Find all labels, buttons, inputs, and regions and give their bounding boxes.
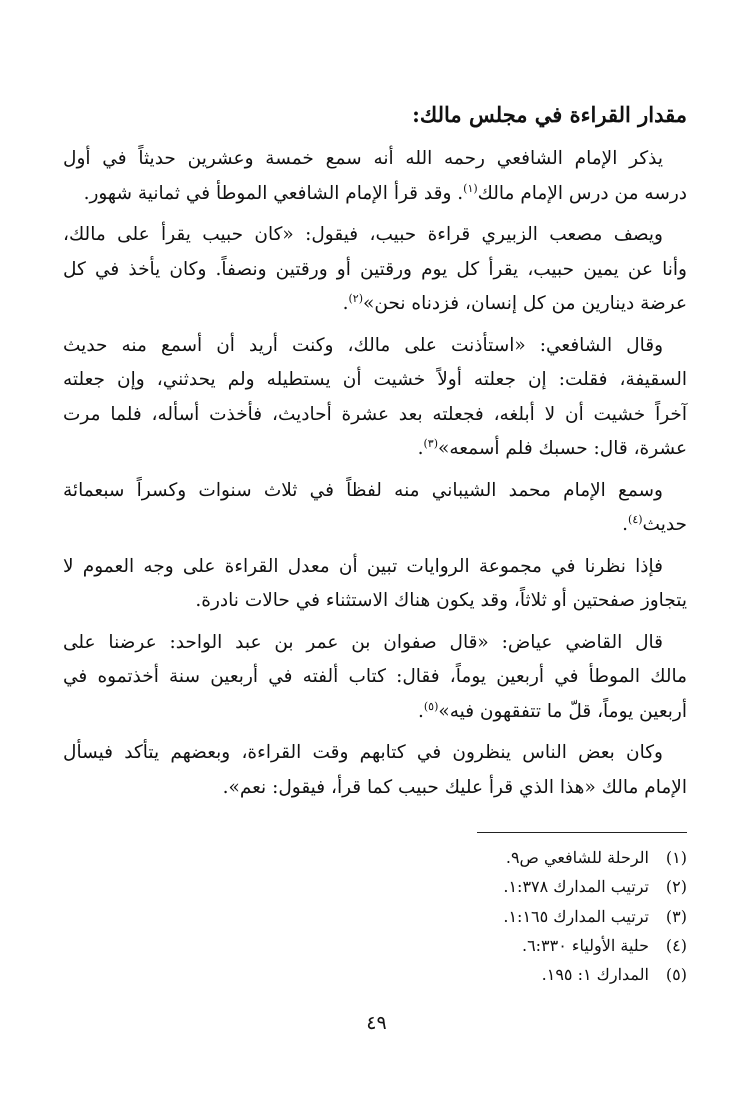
line-text: السقيفة، فقلت: إن جعلته أولاً خشيت أن يستطيله ولم يحدثني، وإن جعلته: [63, 369, 687, 390]
footnote: [287, 872, 687, 901]
line-text: ويصف مصعب الزبيري قراءة حبيب، فيقول: «كان حبيب يقرأ على مالك،: [63, 224, 663, 245]
footnote-text: المدارك ١: ١٩٥.: [541, 965, 649, 985]
paragraph-line: [63, 550, 687, 585]
line-text: يذكر الإمام الشافعي رحمه الله أنه سمع خمسة وعشرين حديثاً في أول: [63, 148, 663, 169]
line-text: عشرة، قال: حسبك فلم أسمعه»: [438, 438, 687, 459]
footnote-text: حلية الأولياء ٦:٣٣٠.: [521, 935, 649, 955]
footnote-number: (٤): [665, 935, 687, 955]
line-text: عرضة دينارين من كل إنسان، فزدناه نحن»: [363, 293, 687, 314]
paragraph: [63, 736, 687, 805]
footnote-marker: (٤): [628, 512, 643, 526]
paragraph-line: [63, 771, 687, 806]
line-text: حديث: [642, 514, 687, 535]
paragraph: [63, 142, 687, 211]
footnote: [287, 931, 687, 960]
paragraph-line: [63, 398, 687, 433]
footnote-text: ترتيب المدارك ١:١٦٥.: [503, 906, 649, 926]
paragraph-line: [63, 218, 687, 253]
paragraph-line: [63, 626, 687, 661]
footnote-text: ترتيب المدارك ١:٣٧٨.: [503, 877, 649, 897]
paragraph-line: [63, 432, 687, 467]
footnote: [287, 960, 687, 989]
body-text: [63, 142, 687, 812]
line-text: درسه من درس الإمام مالك: [477, 182, 687, 204]
line-text: فإذا نظرنا في مجموعة الروايات تبين أن معدل القراءة على وجه العموم لا: [63, 555, 663, 577]
paragraph-line: [63, 142, 687, 177]
line-text: مالك الموطأ في أربعين يوماً، فقال: كتاب ألفته في أربعين سنة أخذتموه في: [63, 666, 687, 687]
line-tail: .: [417, 700, 424, 722]
paragraph-line: [63, 736, 687, 771]
line-text: وكان بعض الناس ينظرون في كتابهم وقت القراءة، وبعضهم يتأكد فيسأل: [63, 742, 663, 763]
line-text: وسمع الإمام محمد الشيباني منه لفظاً في ثلاث سنوات وكسراً سبعمائة: [63, 479, 663, 501]
paragraph-line: [63, 329, 687, 364]
paragraph-line: [63, 287, 687, 322]
footnote-marker: (٢): [348, 291, 363, 305]
line-text: قال القاضي عياض: «قال صفوان بن عمر بن عبد الواحد: عرضنا على: [63, 631, 663, 653]
footnote-number: (٣): [665, 906, 687, 926]
paragraph-line: [63, 474, 687, 509]
footnote-number: (١): [665, 848, 687, 867]
section-heading: مقدار القراءة في مجلس مالك:: [412, 102, 687, 127]
line-text: أربعين يوماً، قلّ ما تتفقهون فيه»: [438, 700, 687, 722]
paragraph: [63, 329, 687, 467]
footnote-number: (٢): [665, 877, 687, 897]
footnotes-list: [287, 843, 687, 989]
line-tail: .: [417, 438, 424, 459]
footnote-separator: [477, 832, 687, 833]
line-tail: .: [342, 293, 349, 314]
footnote-text: الرحلة للشافعي ص٩.: [505, 848, 649, 867]
footnote-marker: (١): [463, 181, 478, 195]
paragraph-line: [63, 695, 687, 730]
paragraph: [63, 550, 687, 619]
footnote: [287, 843, 687, 872]
line-tail: .: [622, 514, 629, 535]
paragraph-line: [63, 253, 687, 288]
footnote: [287, 902, 687, 931]
footnote-marker: (٥): [423, 699, 439, 713]
footnote-number: (٥): [665, 965, 687, 985]
page-number: ٤٩: [366, 1012, 387, 1034]
paragraph-line: [63, 363, 687, 398]
line-text: آخراً خشيت أن لا أبلغه، فجعلته بعد عشرة أحاديث، فأخذت أسأله، فلما مرت: [63, 403, 687, 425]
footnote-marker: (٣): [423, 436, 439, 450]
line-text: يتجاوز صفحتين أو ثلاثاً، وقد يكون هناك الاستثناء في حالات نادرة.: [195, 590, 687, 611]
line-text: وأنا عن يمين حبيب، يقرأ كل يوم ورقتين أو ورقتين ونصفاً. وكان يأخذ في كل: [63, 258, 687, 280]
line-text: الإمام مالك «هذا الذي قرأ عليك حبيب كما قرأ، فيقول: نعم».: [222, 776, 687, 798]
paragraph: [63, 474, 687, 543]
paragraph: [63, 218, 687, 322]
line-tail: . وقد قرأ الإمام الشافعي الموطأ في ثمانية شهور.: [83, 182, 464, 204]
paragraph-line: [63, 584, 687, 619]
paragraph-line: [63, 177, 687, 212]
paragraph-line: [63, 660, 687, 695]
paragraph-line: [63, 508, 687, 543]
paragraph: [63, 626, 687, 730]
line-text: وقال الشافعي: «استأذنت على مالك، وكنت أريد أن أسمع منه حديث: [63, 334, 663, 356]
